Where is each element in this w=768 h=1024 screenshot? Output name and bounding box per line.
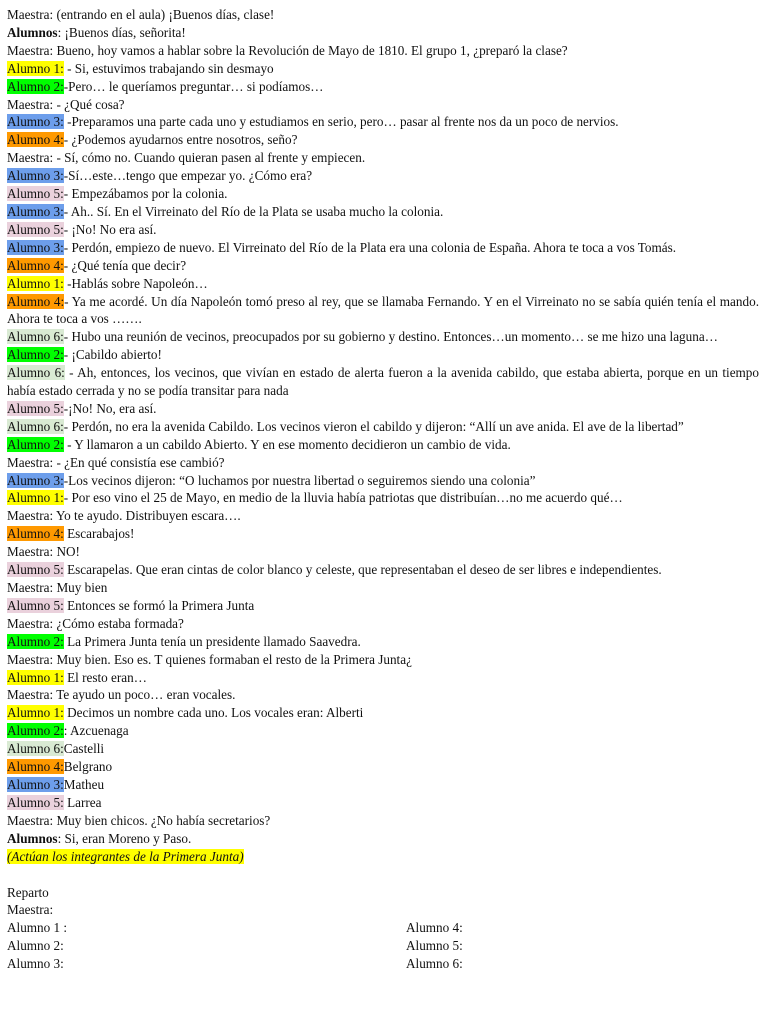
speaker-label: Alumnos bbox=[7, 24, 58, 40]
dialogue-line bbox=[7, 239, 759, 257]
dialogue-line bbox=[7, 42, 759, 60]
dialogue-text: Decimos un nombre cada uno. Los vocales eran: Alberti bbox=[63, 705, 364, 721]
dialogue-line bbox=[7, 579, 759, 597]
dialogue-line bbox=[7, 454, 759, 472]
dialogue-line bbox=[7, 203, 759, 221]
cast-row bbox=[7, 955, 759, 973]
speaker-label: Alumno 3: bbox=[7, 203, 64, 219]
dialogue-line bbox=[7, 794, 759, 812]
dialogue-text: - Hubo una reunión de vecinos, preocupados por su gobierno y destino. Entonces…un momento… se me hizo una laguna… bbox=[63, 329, 718, 345]
dialogue-text: - Ah, entonces, los vecinos, que vivían en estado de alerta fueron a la avenida cabildo, que estaba abierta, porque en un tiempo había estado cerrada y no se podía transitar para nada bbox=[7, 365, 759, 399]
dialogue-text: - ¿Qué cosa? bbox=[53, 96, 125, 112]
cast-left-role: Alumno 2: bbox=[7, 938, 64, 954]
dialogue-text: -Pero… le queríamos preguntar… si podíamos… bbox=[63, 78, 324, 94]
dialogue-text: - ¿Podemos ayudarnos entre nosotros, seño? bbox=[63, 132, 298, 148]
speaker-label: Maestra: bbox=[7, 687, 54, 703]
dialogue-text: NO! bbox=[53, 544, 80, 560]
dialogue-line bbox=[7, 686, 759, 704]
dialogue-text: - Perdón, empiezo de nuevo. El Virreinato del Río de la Plata era una colonia de España. Ahora te toca a vos Tomás. bbox=[63, 239, 677, 255]
speaker-label: Alumno 4: bbox=[7, 759, 64, 775]
dialogue-text: Muy bien. Eso es. T quienes formaban el resto de la Primera Junta¿ bbox=[53, 651, 412, 667]
speaker-label: Maestra: bbox=[7, 544, 54, 560]
dialogue-text: -Sí…este…tengo que empezar yo. ¿Cómo era? bbox=[63, 168, 313, 184]
cast-row bbox=[7, 919, 759, 937]
dialogue-line bbox=[7, 633, 759, 651]
stage-direction-text: (Actúan los integrantes de la Primera Junta) bbox=[7, 848, 244, 864]
dialogue-line bbox=[7, 185, 759, 203]
dialogue-text: - Ah.. Sí. En el Virreinato del Río de la Plata se usaba mucho la colonia. bbox=[63, 203, 444, 219]
speaker-label: Alumno 2: bbox=[7, 347, 64, 363]
dialogue-text: - ¿Qué tenía que decir? bbox=[63, 257, 187, 273]
speaker-label: Maestra: bbox=[7, 651, 54, 667]
dialogue-text: -Hablás sobre Napoleón… bbox=[63, 275, 208, 291]
speaker-label: Alumno 3: bbox=[7, 168, 64, 184]
speaker-label: Alumno 3: bbox=[7, 114, 64, 130]
dialogue-line bbox=[7, 149, 759, 167]
dialogue-text: El resto eran… bbox=[63, 669, 147, 685]
dialogue-text: - Sí, cómo no. Cuando quieran pasen al frente y empiecen. bbox=[53, 150, 366, 166]
speaker-label: Maestra: bbox=[7, 454, 54, 470]
dialogue-text: - ¡Cabildo abierto! bbox=[63, 347, 162, 363]
speaker-label: Maestra: bbox=[7, 812, 54, 828]
speaker-label: Alumno 6: bbox=[7, 329, 64, 345]
cast-left-role: Alumno 1 : bbox=[7, 920, 68, 936]
dialogue-text: Matheu bbox=[63, 776, 105, 792]
dialogue-text: Escarapelas. Que eran cintas de color blanco y celeste, que representaban el deseo de ser libres e independientes. bbox=[63, 562, 662, 578]
dialogue-text: Yo te ayudo. Distribuyen escara…. bbox=[53, 508, 241, 524]
speaker-label: Alumnos bbox=[7, 830, 58, 846]
dialogue-line bbox=[7, 6, 759, 24]
dialogue-line bbox=[7, 669, 759, 687]
dialogue-text: -¡No! No, era así. bbox=[63, 400, 157, 416]
cast-left-role: Alumno 3: bbox=[7, 956, 64, 972]
speaker-label: Alumno 5: bbox=[7, 794, 64, 810]
dialogue-text: Bueno, hoy vamos a hablar sobre la Revolución de Mayo de 1810. El grupo 1, ¿preparó la clase? bbox=[53, 42, 568, 58]
speaker-label: Alumno 1: bbox=[7, 705, 64, 721]
dialogue-line bbox=[7, 257, 759, 275]
dialogue-text: Larrea bbox=[63, 794, 102, 810]
speaker-label: Alumno 3: bbox=[7, 776, 64, 792]
spacer bbox=[7, 866, 759, 884]
dialogue-line bbox=[7, 543, 759, 561]
speaker-label: Maestra: bbox=[7, 615, 54, 631]
speaker-label: Alumno 2: bbox=[7, 633, 64, 649]
speaker-label: Maestra: bbox=[7, 96, 54, 112]
dialogue-text: Belgrano bbox=[63, 759, 113, 775]
dialogue-line bbox=[7, 472, 759, 490]
dialogue-text: Escarabajos! bbox=[63, 526, 135, 542]
dialogue-text: - Por eso vino el 25 de Mayo, en medio de la lluvia había patriotas que distribuían…no me acuerdo qué… bbox=[63, 490, 623, 506]
dialogue-line bbox=[7, 78, 759, 96]
dialogue-line bbox=[7, 113, 759, 131]
cast-teacher: Maestra: bbox=[7, 902, 54, 918]
dialogue-text: La Primera Junta tenía un presidente llamado Saavedra. bbox=[63, 633, 361, 649]
speaker-label: Alumno 1: bbox=[7, 490, 64, 506]
dialogue-line bbox=[7, 293, 759, 329]
speaker-label: Alumno 6: bbox=[7, 365, 65, 381]
dialogue-line bbox=[7, 525, 759, 543]
speaker-label: Alumno 5: bbox=[7, 400, 64, 416]
speaker-label: Alumno 3: bbox=[7, 472, 64, 488]
dialogue-text: : Azcuenaga bbox=[63, 723, 129, 739]
speaker-label: Maestra: bbox=[7, 580, 54, 595]
dialogue-line bbox=[7, 131, 759, 149]
speaker-label: Alumno 1: bbox=[7, 275, 64, 291]
dialogue-line bbox=[7, 830, 759, 848]
speaker-label: Alumno 5: bbox=[7, 186, 64, 202]
dialogue-line bbox=[7, 60, 759, 78]
speaker-label: Alumno 4: bbox=[7, 257, 64, 273]
speaker-label: Alumno 4: bbox=[7, 526, 64, 542]
dialogue-text: - ¡No! No era así. bbox=[63, 221, 157, 237]
speaker-label: Alumno 4: bbox=[7, 293, 65, 309]
dialogue-text: Entonces se formó la Primera Junta bbox=[63, 597, 255, 613]
dialogue-text: - Si, estuvimos trabajando sin desmayo bbox=[63, 60, 274, 76]
speaker-label: Alumno 2: bbox=[7, 723, 64, 739]
dialogue-line bbox=[7, 24, 759, 42]
speaker-label: Alumno 1: bbox=[7, 669, 64, 685]
speaker-label: Alumno 3: bbox=[7, 239, 64, 255]
dialogue-line bbox=[7, 812, 759, 830]
speaker-label: Alumno 5: bbox=[7, 562, 64, 578]
dialogue-line bbox=[7, 704, 759, 722]
dialogue-line bbox=[7, 400, 759, 418]
cast-right-role: Alumno 6: bbox=[406, 956, 463, 972]
speaker-label: Alumno 2: bbox=[7, 78, 64, 94]
stage-direction bbox=[7, 848, 759, 866]
dialogue-line bbox=[7, 167, 759, 185]
dialogue-text: Muy bien bbox=[53, 580, 108, 595]
speaker-label: Alumno 6: bbox=[7, 418, 64, 434]
dialogue-line bbox=[7, 758, 759, 776]
dialogue-line bbox=[7, 615, 759, 633]
dialogue-text: -Preparamos una parte cada uno y estudiamos en serio, pero… pasar al frente nos da un poco de nervios. bbox=[63, 114, 619, 130]
dialogue-line bbox=[7, 96, 759, 114]
speaker-label: Alumno 4: bbox=[7, 132, 64, 148]
dialogue-line bbox=[7, 651, 759, 669]
speaker-label: Maestra: bbox=[7, 7, 54, 22]
cast-title: Reparto bbox=[7, 884, 49, 900]
dialogue-line bbox=[7, 328, 759, 346]
dialogue-line bbox=[7, 489, 759, 507]
cast-right-role: Alumno 4: bbox=[406, 920, 463, 936]
dialogue-text: - Y llamaron a un cabildo Abierto. Y en ese momento decidieron un cambio de vida. bbox=[63, 436, 511, 452]
speaker-label: Maestra: bbox=[7, 508, 54, 524]
speaker-label: Alumno 5: bbox=[7, 597, 64, 613]
dialogue-line bbox=[7, 722, 759, 740]
dialogue-text: Te ayudo un poco… eran vocales. bbox=[53, 687, 236, 703]
dialogue bbox=[7, 6, 759, 848]
dialogue-line bbox=[7, 346, 759, 364]
cast-list bbox=[7, 919, 759, 973]
dialogue-text: - Empezábamos por la colonia. bbox=[63, 186, 228, 202]
dialogue-text: : Si, eran Moreno y Paso. bbox=[57, 830, 192, 846]
dialogue-line bbox=[7, 561, 759, 579]
dialogue-line bbox=[7, 418, 759, 436]
dialogue-line bbox=[7, 364, 759, 400]
speaker-label: Maestra: bbox=[7, 42, 54, 58]
dialogue-line bbox=[7, 740, 759, 758]
dialogue-text: : ¡Buenos días, señorita! bbox=[57, 24, 186, 40]
dialogue-text: (entrando en el aula) ¡Buenos días, clase! bbox=[53, 7, 275, 22]
speaker-label: Alumno 6: bbox=[7, 741, 64, 757]
speaker-label: Maestra: bbox=[7, 150, 54, 166]
speaker-label: Alumno 5: bbox=[7, 221, 64, 237]
dialogue-line bbox=[7, 436, 759, 454]
dialogue-text: - Ya me acordé. Un día Napoleón tomó preso al rey, que se llamaba Fernando. Y en el Virreinato no se sabía quién tenía el mando. Ahora te toca a vos ……. bbox=[7, 293, 759, 327]
dialogue-text: Muy bien chicos. ¿No había secretarios? bbox=[53, 812, 271, 828]
dialogue-line bbox=[7, 776, 759, 794]
dialogue-text: ¿Cómo estaba formada? bbox=[53, 615, 184, 631]
speaker-label: Alumno 2: bbox=[7, 436, 64, 452]
cast-row bbox=[7, 937, 759, 955]
dialogue-line bbox=[7, 275, 759, 293]
dialogue-line bbox=[7, 221, 759, 239]
script-document bbox=[7, 6, 759, 973]
dialogue-text: Castelli bbox=[63, 741, 105, 757]
dialogue-line bbox=[7, 507, 759, 525]
dialogue-line bbox=[7, 597, 759, 615]
dialogue-text: - Perdón, no era la avenida Cabildo. Los vecinos vieron el cabildo y dijeron: “Allí un ave anida. El ave de la libertad” bbox=[63, 418, 684, 434]
speaker-label: Alumno 1: bbox=[7, 60, 64, 76]
dialogue-text: - ¿En qué consistía ese cambió? bbox=[53, 454, 225, 470]
dialogue-text: -Los vecinos dijeron: “O luchamos por nuestra libertad o seguiremos siendo una colonia” bbox=[63, 472, 536, 488]
cast-right-role: Alumno 5: bbox=[406, 938, 463, 954]
